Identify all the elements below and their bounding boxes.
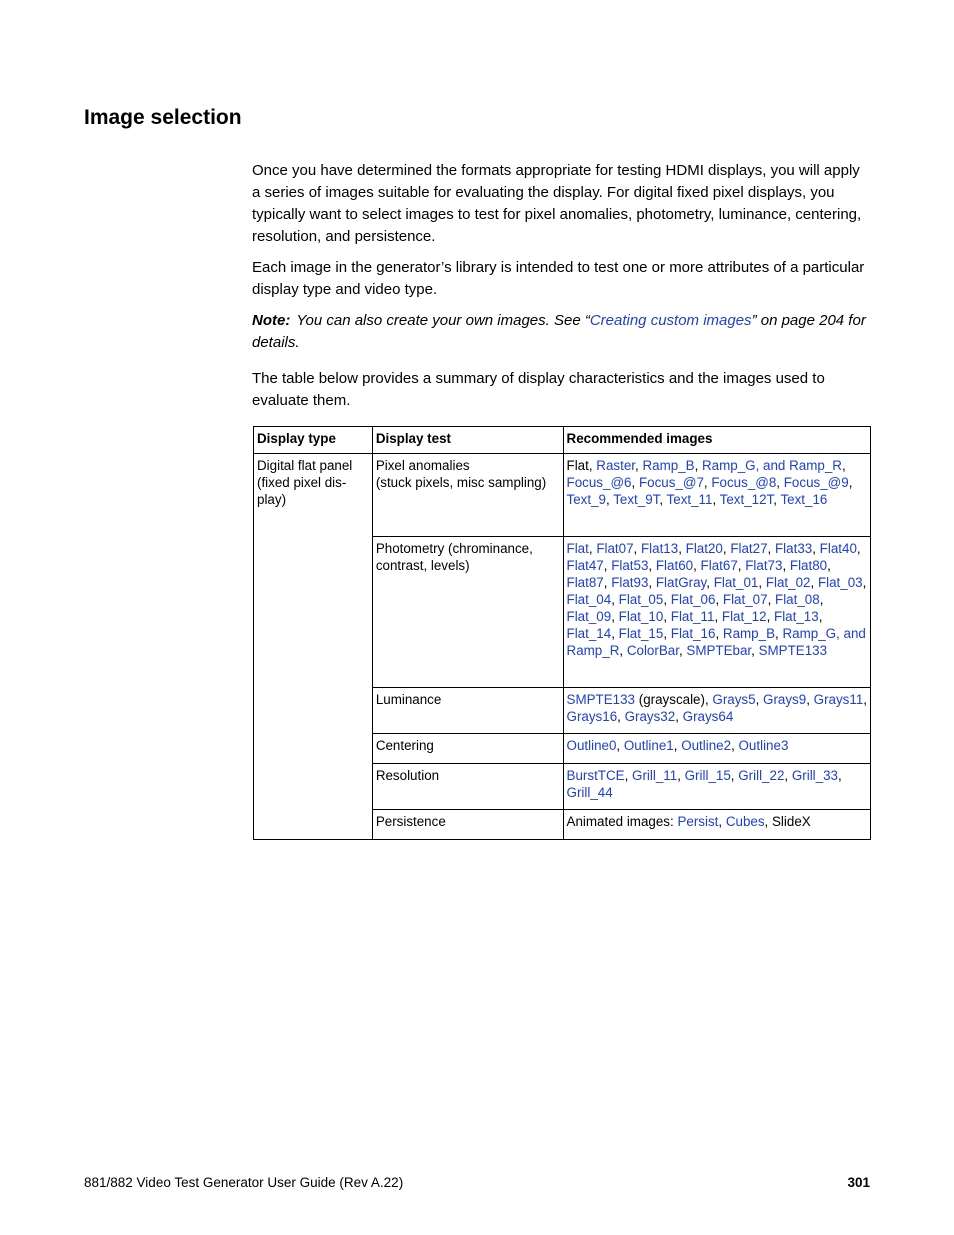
image-list-text: , [767,541,775,556]
image-list-text: , [714,609,722,624]
image-link[interactable]: Flat67 [700,558,738,573]
image-link[interactable]: Flat13 [640,541,679,556]
header-display-type: Display type [254,427,373,454]
image-list-text: , [648,558,656,573]
image-list-text: , [616,738,624,753]
image-list-text: , [694,458,703,473]
display-test-text: Pixel anomalies (stuck pixels, misc sampling) [375,458,547,490]
image-list-text: , [715,626,723,641]
image-list-text: , [706,575,714,590]
image-link[interactable]: Ramp_G, and Ramp_R [702,458,842,473]
table-intro: The table below provides a summary of display characteristics and the images used to evaluate them. [252,370,825,409]
image-list-text: Flat, [566,458,597,473]
image-link[interactable]: Flat_06 [670,592,716,607]
image-link[interactable]: BurstTCE [566,768,625,783]
image-link[interactable]: SMPTE133 [566,692,636,707]
image-link[interactable]: Flat_10 [618,609,664,624]
image-list-text: , [766,609,775,624]
image-list-text: , [588,541,597,556]
recommended-images-cell [563,688,870,734]
recommended-images-cell [563,734,870,764]
image-link[interactable]: Flat80 [789,558,828,573]
image-link[interactable]: Outline3 [738,738,789,753]
image-link[interactable]: Raster [596,458,635,473]
image-link[interactable]: Cubes [725,814,765,829]
image-list-text: , [776,475,784,490]
image-list-text: , [611,592,619,607]
image-link[interactable]: Grill_22 [738,768,785,783]
image-list-text: , [730,768,739,783]
image-link[interactable]: Grill_11 [632,768,678,783]
image-list-text: , [758,575,766,590]
image-list-text: , [605,492,614,507]
paragraph: Each image in the generator’s library is intended to test one or more attributes of a particular display type and video type. [252,259,865,298]
image-link[interactable]: Flat33 [775,541,813,556]
image-link[interactable]: Flat53 [611,558,649,573]
image-list-text: , [663,626,671,641]
image-link[interactable]: Flat_14 [566,626,612,641]
image-link[interactable]: Outline0 [566,738,617,753]
image-list-text: , [663,609,671,624]
recommended-images-cell [563,537,870,688]
display-type-cell: Digital flat panel (fixed pixel dis-play) [254,454,373,840]
image-link[interactable]: Text_11 [666,492,713,507]
table-header-row [254,427,871,454]
image-list-text: , [633,541,641,556]
image-list-text: , [862,575,867,590]
image-list-text: , [678,643,687,658]
image-link[interactable]: Flat_12 [721,609,767,624]
note [252,310,872,354]
image-link[interactable]: ColorBar [626,643,679,658]
image-link[interactable]: Text_12T [719,492,774,507]
image-link[interactable]: Grill_33 [791,768,839,783]
creating-custom-images-link[interactable]: Creating custom images [589,312,752,329]
image-list-text: , [812,541,820,556]
image-list-text: , [773,492,781,507]
display-test-cell: Photometry (chrominance, contrast, levels) [372,537,563,688]
image-link[interactable]: Focus_@9 [783,475,849,490]
image-list-text: , [617,709,625,724]
note-text-after: ” on page 204 for details. [252,312,866,351]
image-link[interactable]: Flat [566,541,589,556]
image-list-text: , [863,692,868,707]
image-link[interactable]: Outline2 [681,738,732,753]
image-link[interactable]: Flat60 [655,558,694,573]
image-list-text: , [619,643,627,658]
recommended-images-cell [563,764,870,810]
image-link[interactable]: Flat_16 [670,626,716,641]
image-link[interactable]: Flat93 [611,575,649,590]
image-link[interactable]: Grill_15 [684,768,731,783]
image-link[interactable]: Focus_@8 [711,475,777,490]
image-list-text: , [731,738,739,753]
display-test-cell: Luminance [372,688,563,734]
image-link[interactable]: Flat_01 [713,575,759,590]
image-list-text: , [635,458,643,473]
image-list-text: , [624,768,633,783]
image-list-text: , [611,626,619,641]
image-list-text: , [678,541,686,556]
display-test-cell: Centering [372,734,563,764]
page-number: 301 [847,1175,870,1190]
display-summary-table [253,426,871,840]
image-list-text: , [663,592,671,607]
image-link[interactable]: Grays32 [624,709,676,724]
paragraph: Once you have determined the formats appropriate for testing HDMI displays, you will apply a series of images suitable for evaluating the display. For digital fixed pixel displays, you typically want to select images to test for pixel anomalies, photometry, luminance, centering, resolution, and persistence. [252,162,862,245]
header-recommended-images: Recommended images [563,427,870,454]
image-link[interactable]: Flat87 [566,575,604,590]
image-list-text: , [782,558,790,573]
image-list-text: (grayscale), [635,692,713,707]
image-link[interactable]: Flat_11 [670,609,715,624]
image-list-text: , [659,492,667,507]
image-list-text: , [751,643,759,658]
image-link[interactable]: Flat_15 [618,626,664,641]
header-display-test: Display test [372,427,563,454]
note-label: Note: [252,312,291,329]
image-link[interactable]: Flat_08 [775,592,820,607]
image-list-text: , [810,575,818,590]
display-test-cell [372,454,563,537]
image-list-text: , [693,558,701,573]
image-link[interactable]: Flat40 [819,541,857,556]
image-list-text: , [755,692,764,707]
image-list-text: , SlideX [764,814,811,829]
image-list-text: , [737,558,746,573]
recommended-images-cell [563,454,870,537]
table-row [254,454,871,537]
body-content [252,160,872,421]
image-list-text: , [631,475,639,490]
note-text-before: You can also create your own images. See “ [296,312,590,329]
image-link[interactable]: SMPTE133 [758,643,828,658]
image-link[interactable]: Flat_05 [618,592,664,607]
image-list-text: , [603,575,612,590]
image-list-text: , [611,609,619,624]
image-link[interactable]: Grays16 [566,709,618,724]
image-list-text: , [806,692,814,707]
display-test-cell: Resolution [372,764,563,810]
image-link[interactable]: Text_9T [613,492,660,507]
image-link[interactable]: Grays11 [813,692,864,707]
image-link[interactable]: Ramp_B [642,458,695,473]
image-link[interactable]: Ramp_G, and Ramp_R [566,626,866,658]
image-link[interactable]: Flat07 [596,541,634,556]
image-list-text: , [784,768,792,783]
image-link[interactable]: FlatGray [655,575,707,590]
image-link[interactable]: Flat_04 [566,592,612,607]
image-link[interactable]: Grill_44 [566,785,613,800]
image-link[interactable]: Focus_@6 [566,475,632,490]
image-list-text: , [712,492,720,507]
image-link[interactable]: Flat47 [566,558,604,573]
page-heading: Image selection [84,106,242,129]
image-list-text: , [819,592,824,607]
image-list-text: , [856,541,861,556]
image-link[interactable]: Flat_09 [566,609,612,624]
display-test-cell: Persistence [372,810,563,840]
image-link[interactable]: Flat_03 [817,575,863,590]
image-list-text: , [703,475,712,490]
image-link[interactable]: Flat_07 [722,592,768,607]
image-link[interactable]: Focus_@7 [638,475,704,490]
image-list-text: , [722,541,731,556]
image-link[interactable]: Text_16 [780,492,828,507]
image-link[interactable]: Text_9 [566,492,606,507]
footer-title: 881/882 Video Test Generator User Guide (Rev A.22) [84,1175,404,1190]
image-link[interactable]: Flat27 [730,541,768,556]
image-link[interactable]: SMPTEbar [686,643,752,658]
image-list-text: , [848,475,853,490]
image-link[interactable]: Flat_13 [774,609,819,624]
image-list-text: , [818,609,823,624]
recommended-images-cell [563,810,870,840]
image-list-text: , [677,768,685,783]
image-list-text: , [715,592,723,607]
image-list-text: , [767,592,776,607]
image-list-text: , [775,626,783,641]
image-link[interactable]: Flat73 [745,558,783,573]
image-list-text: , [675,709,683,724]
image-link[interactable]: Persist [677,814,719,829]
image-list-text: , [718,814,726,829]
image-list-text: , [827,558,831,573]
image-link[interactable]: Grays9 [763,692,807,707]
image-list-text: , [841,458,846,473]
image-link[interactable]: Grays5 [712,692,756,707]
image-link[interactable]: Ramp_B [722,626,776,641]
image-link[interactable]: Grays64 [682,709,734,724]
image-list-text: , [648,575,656,590]
image-link[interactable]: Outline1 [623,738,674,753]
image-list-text: , [673,738,682,753]
image-link[interactable]: Flat20 [685,541,723,556]
image-link[interactable]: Flat_02 [765,575,811,590]
image-list-text: Animated images: [566,814,678,829]
image-list-text: , [603,558,612,573]
image-list-text: , [838,768,842,783]
